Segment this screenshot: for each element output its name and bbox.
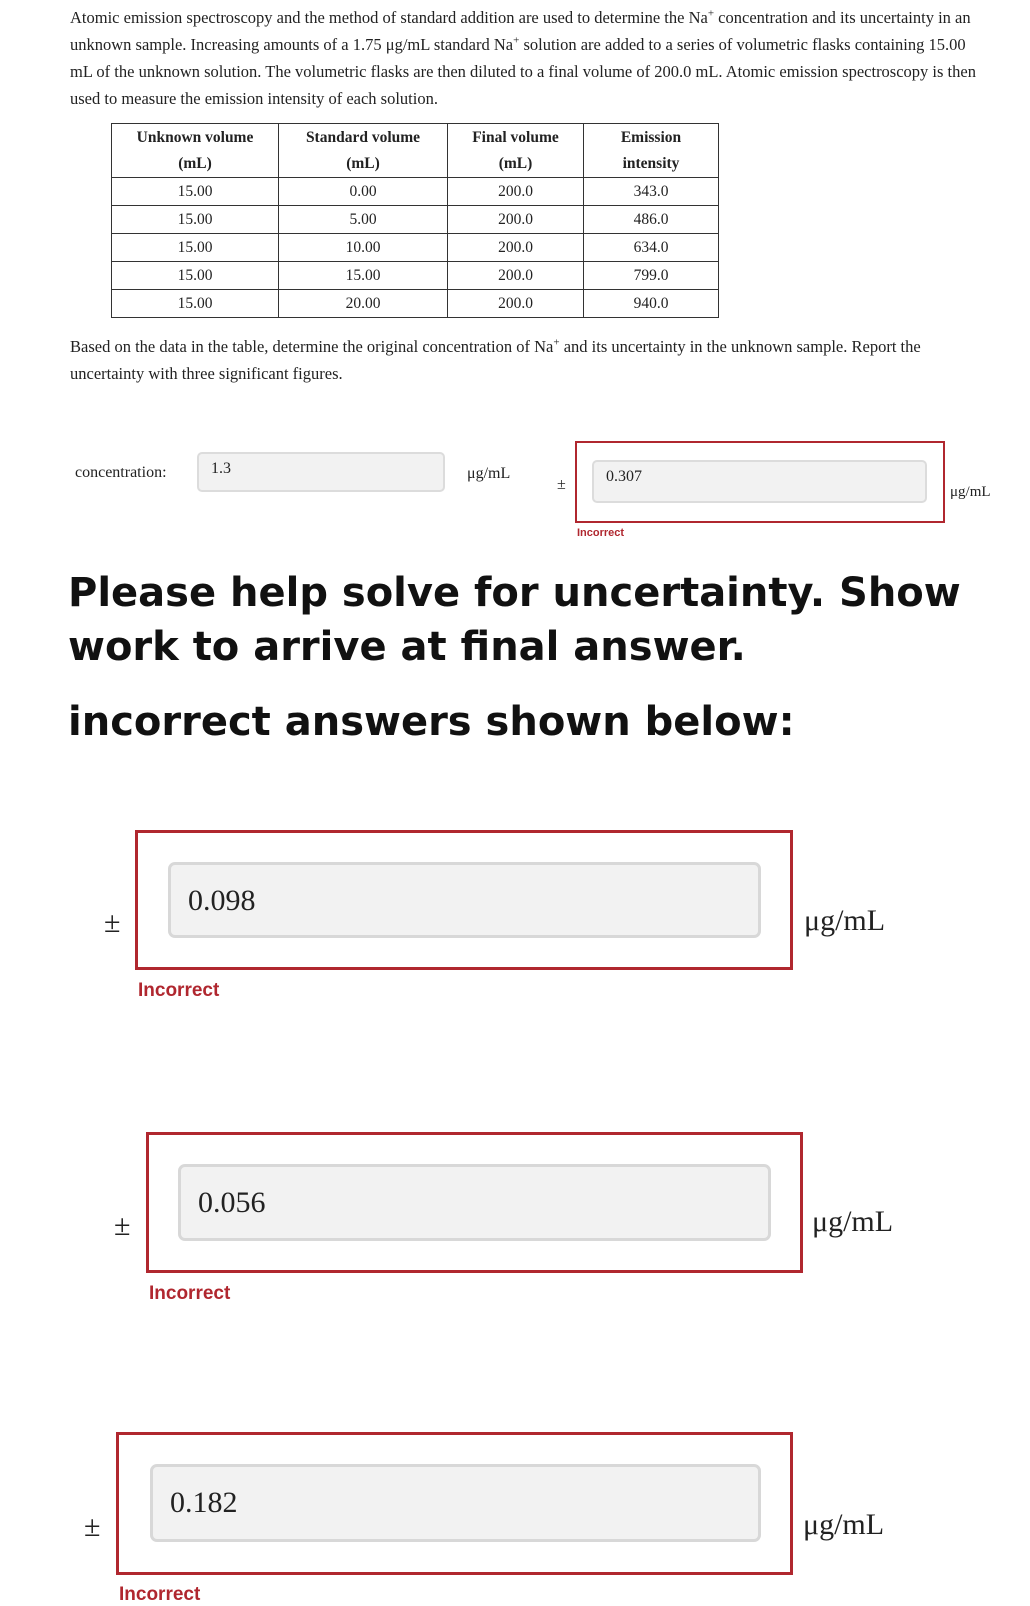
question-part-1: Based on the data in the table, determine the original concentration of Na xyxy=(70,337,554,356)
attempt-unit: μg/mL xyxy=(812,1205,894,1238)
attempt-value: 0.182 xyxy=(170,1486,238,1519)
table-cell: 15.00 xyxy=(112,178,279,206)
incorrect-answers-heading: incorrect answers shown below: xyxy=(68,699,795,745)
table-row xyxy=(112,234,719,262)
table-cell: 634.0 xyxy=(584,234,719,262)
table-row xyxy=(112,206,719,234)
plus-minus-sign: ± xyxy=(84,1510,101,1543)
concentration-label: concentration: xyxy=(75,464,167,481)
intro-text-3: solution are added to a series of volumetric flasks containing 15.00 mL of the unknown solution. The volumetric flasks are then diluted to a final volume of 200.0 mL. Atomic emission spectroscopy is then used to measure the emission intensity of each solution. xyxy=(70,35,976,108)
table-cell: 799.0 xyxy=(584,262,719,290)
intro-text-1: Atomic emission spectroscopy and the method of standard addition are used to determine the Na xyxy=(70,8,708,27)
header-standard-volume: Standard volume (mL) xyxy=(279,124,448,178)
question-text xyxy=(70,333,990,387)
table-row xyxy=(112,262,719,290)
table-cell: 200.0 xyxy=(448,262,584,290)
superscript: + xyxy=(707,7,715,20)
attempt-value: 0.098 xyxy=(188,884,256,917)
concentration-input-value: 1.3 xyxy=(211,460,231,477)
table-cell: 200.0 xyxy=(448,290,584,318)
uncertainty-input-value: 0.307 xyxy=(606,468,642,485)
incorrect-status: Incorrect xyxy=(577,527,625,539)
table-cell: 15.00 xyxy=(112,206,279,234)
table-cell: 10.00 xyxy=(279,234,448,262)
attempt-input[interactable] xyxy=(178,1164,771,1241)
concentration-unit: μg/mL xyxy=(467,465,511,482)
table-cell: 343.0 xyxy=(584,178,719,206)
table-cell: 486.0 xyxy=(584,206,719,234)
table-cell: 15.00 xyxy=(112,262,279,290)
table-row xyxy=(112,178,719,206)
header-unknown-volume: Unknown volume (mL) xyxy=(112,124,279,178)
table-cell: 15.00 xyxy=(112,234,279,262)
table-cell: 20.00 xyxy=(279,290,448,318)
header-emission-intensity: Emission intensity xyxy=(584,124,719,178)
incorrect-status: Incorrect xyxy=(149,1283,231,1304)
uncertainty-input[interactable] xyxy=(592,460,927,503)
attempt-input[interactable] xyxy=(150,1464,761,1542)
intro-text-2: concentration and its uncertainty in an unknown sample. Increasing amounts of a 1.75 μg/mL standard Na xyxy=(70,8,971,54)
question-part-2: and its uncertainty in the unknown sample. Report the uncertainty with three significant figures. xyxy=(70,337,921,383)
header-final-volume: Final volume (mL) xyxy=(448,124,584,178)
table-cell: 940.0 xyxy=(584,290,719,318)
uncertainty-unit: μg/mL xyxy=(950,484,991,500)
problem-statement xyxy=(70,4,980,112)
attempt-value: 0.056 xyxy=(198,1186,266,1219)
plus-minus-sign: ± xyxy=(557,476,566,493)
superscript: + xyxy=(513,34,520,47)
plus-minus-sign: ± xyxy=(104,906,121,939)
incorrect-status: Incorrect xyxy=(119,1584,201,1605)
attempt-unit: μg/mL xyxy=(804,904,886,937)
help-request-text: Please help solve for uncertainty. Show work to arrive at final answer. xyxy=(68,570,961,670)
table-row xyxy=(112,290,719,318)
table-cell: 200.0 xyxy=(448,234,584,262)
table-cell: 200.0 xyxy=(448,206,584,234)
table-header-row xyxy=(112,124,719,178)
attempt-unit: μg/mL xyxy=(803,1508,885,1541)
table-cell: 0.00 xyxy=(279,178,448,206)
concentration-input[interactable] xyxy=(197,452,445,492)
plus-minus-sign: ± xyxy=(114,1209,131,1242)
incorrect-status: Incorrect xyxy=(138,980,220,1001)
table-cell: 5.00 xyxy=(279,206,448,234)
superscript: + xyxy=(553,336,560,349)
data-table xyxy=(111,123,719,318)
attempt-input[interactable] xyxy=(168,862,761,938)
table-cell: 15.00 xyxy=(279,262,448,290)
table-cell: 200.0 xyxy=(448,178,584,206)
table-cell: 15.00 xyxy=(112,290,279,318)
